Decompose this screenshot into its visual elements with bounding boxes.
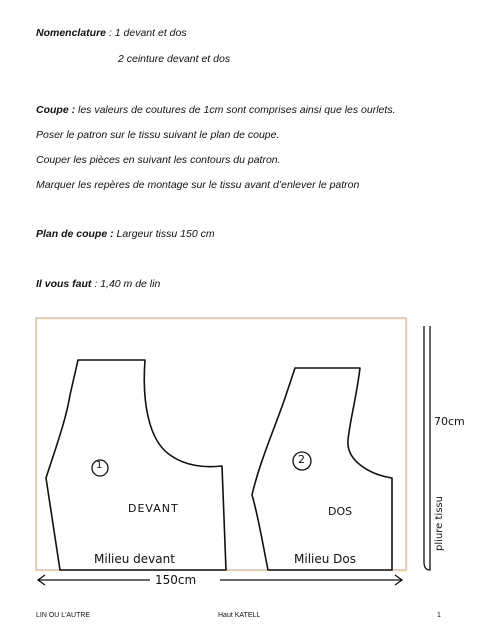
plan-label: Plan de coupe : bbox=[36, 228, 114, 240]
back-piece-label: DOS bbox=[328, 505, 353, 518]
width-label: 150cm bbox=[155, 573, 197, 587]
plan-text: Largeur tissu 150 cm bbox=[113, 228, 215, 240]
coupe-step-2: Couper les pièces en suivant les contours du patron. bbox=[36, 154, 281, 166]
height-label: 70cm bbox=[434, 415, 465, 428]
back-pattern-piece bbox=[252, 368, 392, 570]
fabric-frame bbox=[36, 318, 406, 570]
besoin-label: Il vous faut bbox=[36, 278, 92, 290]
nomenclature-text: : 1 devant et dos bbox=[106, 27, 187, 39]
nomenclature-line-2: 2 ceinture devant et dos bbox=[118, 53, 231, 65]
besoin-text: : 1,40 m de lin bbox=[91, 278, 161, 290]
front-center-label: Milieu devant bbox=[94, 552, 175, 566]
fold-label: pliure tissu bbox=[433, 496, 445, 551]
coupe-step-1: Poser le patron sur le tissu suivant le plan de coupe. bbox=[36, 129, 280, 141]
footer-title: Haut KATELL bbox=[218, 612, 261, 619]
front-piece-label: DEVANT bbox=[128, 502, 179, 515]
front-piece-number: 1 bbox=[96, 460, 103, 471]
fold-bracket bbox=[424, 326, 430, 570]
footer-brand: LIN OU L’AUTRE bbox=[36, 612, 91, 619]
nomenclature-label: Nomenclature bbox=[36, 27, 107, 39]
coupe-text: les valeurs de coutures de 1cm sont comprises ainsi que les ourlets. bbox=[75, 104, 396, 116]
front-pattern-piece bbox=[46, 360, 226, 570]
coupe-step-3: Marquer les repères de montage sur le tissu avant d’enlever le patron bbox=[36, 179, 360, 191]
footer-page-number: 1 bbox=[437, 612, 441, 619]
back-piece-number: 2 bbox=[298, 453, 305, 466]
back-center-label: Milieu Dos bbox=[294, 552, 356, 566]
coupe-label: Coupe : bbox=[36, 104, 76, 116]
